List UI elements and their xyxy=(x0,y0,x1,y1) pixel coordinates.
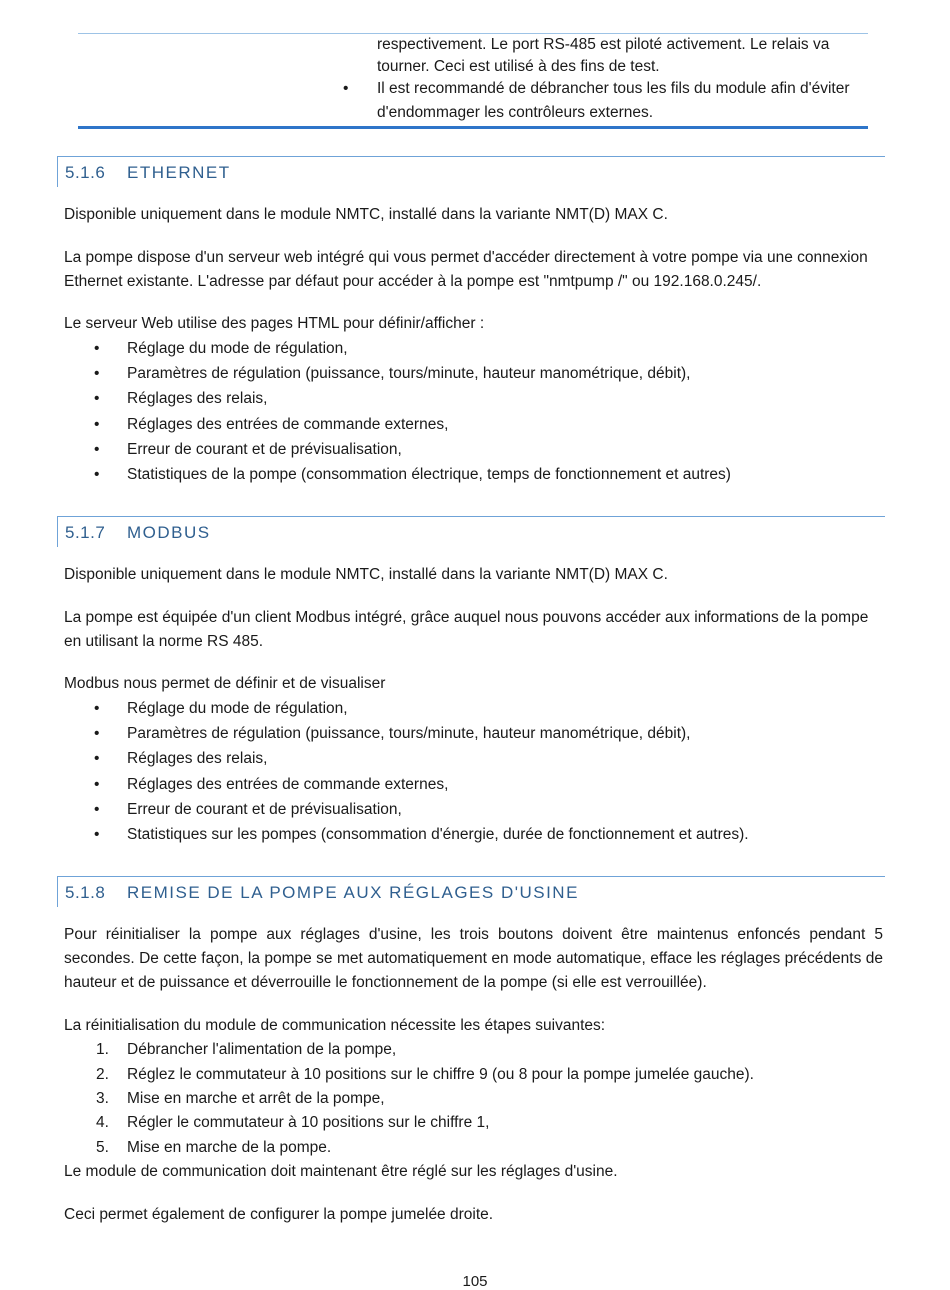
bullet-marker: • xyxy=(94,826,100,843)
list-item-text: Statistiques sur les pompes (consommation d'énergie, durée de fonctionnement et autres). xyxy=(127,826,749,843)
paragraph: La pompe dispose d'un serveur web intégré qui vous permet d'accéder directement à votre pompe via une connexion Ethernet existante. L'adresse par défaut pour accéder à la pompe est "nmtpump /" ou 192.168.0.245/. xyxy=(64,249,868,290)
paragraph: Modbus nous permet de définir et de visualiser xyxy=(64,675,386,692)
bullet-marker: • xyxy=(94,776,100,793)
list-item-text: Réglages des entrées de commande externes, xyxy=(127,776,449,793)
step-text: Régler le commutateur à 10 positions sur le chiffre 1, xyxy=(127,1114,490,1131)
step-number: 4. xyxy=(96,1114,109,1131)
section-heading-ethernet xyxy=(57,156,885,187)
section-heading-factory-reset xyxy=(57,876,885,907)
list-item-text: Réglages des entrées de commande externes, xyxy=(127,416,449,433)
section-number: 5.1.6 xyxy=(65,163,106,182)
paragraph: La pompe est équipée d'un client Modbus intégré, grâce auquel nous pouvons accéder aux informations de la pompe en utilisant la norme RS 485. xyxy=(64,609,869,650)
table-cell-line: tourner. Ceci est utilisé à des fins de test. xyxy=(377,58,660,75)
section-number: 5.1.8 xyxy=(65,883,106,902)
bullet-marker: • xyxy=(94,365,100,382)
step-text: Réglez le commutateur à 10 positions sur le chiffre 9 (ou 8 pour la pompe jumelée gauche). xyxy=(127,1066,754,1083)
list-item-text: Paramètres de régulation (puissance, tours/minute, hauteur manométrique, débit), xyxy=(127,365,691,382)
bullet-marker: • xyxy=(94,416,100,433)
bullet-marker: • xyxy=(94,340,100,357)
paragraph: La réinitialisation du module de communication nécessite les étapes suivantes: xyxy=(64,1017,606,1034)
bullet-marker: • xyxy=(343,80,349,97)
paragraph: Disponible uniquement dans le module NMTC, installé dans la variante NMT(D) MAX C. xyxy=(64,206,668,223)
table-cell-bullet-text: Il est recommandé de débrancher tous les fils du module afin d'éviter d'endommager les contrôleurs externes. xyxy=(377,80,850,121)
bullet-marker: • xyxy=(94,750,100,767)
table-cell-line: respectivement. Le port RS-485 est piloté activement. Le relais va xyxy=(377,36,830,53)
paragraph: Disponible uniquement dans le module NMTC, installé dans la variante NMT(D) MAX C. xyxy=(64,566,668,583)
step-number: 5. xyxy=(96,1139,109,1156)
bullet-marker: • xyxy=(94,466,100,483)
list-item-text: Erreur de courant et de prévisualisation, xyxy=(127,441,402,458)
paragraph: Pour réinitialiser la pompe aux réglages d'usine, les trois boutons doivent être maintenus enfoncés pendant 5 secondes. De cette façon, la pompe se met automatiquement en mode automatique, efface les réglages précédents de hauteur et de puissance et déverrouille le fonctionnement de la pompe (si elle est verrouillée). xyxy=(64,926,883,991)
step-text: Débrancher l'alimentation de la pompe, xyxy=(127,1041,397,1058)
list-item-text: Réglage du mode de régulation, xyxy=(127,340,348,357)
step-number: 2. xyxy=(96,1066,109,1083)
page-number: 105 xyxy=(462,1273,488,1290)
section-title: REMISE DE LA POMPE AUX RÉGLAGES D'USINE xyxy=(127,883,579,902)
bullet-marker: • xyxy=(94,801,100,818)
bullet-marker: • xyxy=(94,700,100,717)
list-item-text: Réglage du mode de régulation, xyxy=(127,700,348,717)
section-heading-modbus xyxy=(57,516,885,547)
list-item-text: Statistiques de la pompe (consommation électrique, temps de fonctionnement et autres) xyxy=(127,466,731,483)
paragraph: Le serveur Web utilise des pages HTML pour définir/afficher : xyxy=(64,315,485,332)
step-number: 1. xyxy=(96,1041,109,1058)
paragraph: Ceci permet également de configurer la pompe jumelée droite. xyxy=(64,1206,494,1223)
list-item-text: Paramètres de régulation (puissance, tours/minute, hauteur manométrique, débit), xyxy=(127,725,691,742)
step-text: Mise en marche et arrêt de la pompe, xyxy=(127,1090,385,1107)
bullet-marker: • xyxy=(94,441,100,458)
paragraph: Le module de communication doit maintenant être réglé sur les réglages d'usine. xyxy=(64,1163,618,1180)
step-number: 3. xyxy=(96,1090,109,1107)
section-title: ETHERNET xyxy=(127,163,231,182)
section-number: 5.1.7 xyxy=(65,523,106,542)
step-text: Mise en marche de la pompe. xyxy=(127,1139,332,1156)
table-bottom-rule xyxy=(78,126,868,129)
list-item-text: Erreur de courant et de prévisualisation, xyxy=(127,801,402,818)
section-title: MODBUS xyxy=(127,523,211,542)
list-item-text: Réglages des relais, xyxy=(127,390,268,407)
bullet-marker: • xyxy=(94,725,100,742)
list-item-text: Réglages des relais, xyxy=(127,750,268,767)
bullet-marker: • xyxy=(94,390,100,407)
